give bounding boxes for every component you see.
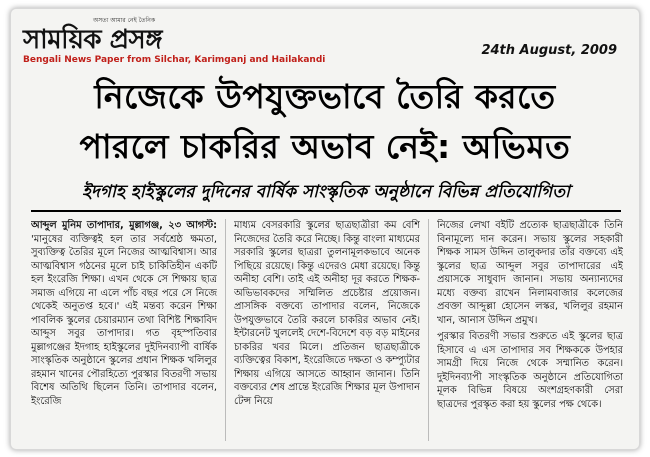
- headline-line-1: নিজেকে উপযুক্তভাবে তৈরি করতে: [94, 77, 556, 116]
- masthead: [23, 15, 326, 69]
- column-divider: [428, 219, 429, 441]
- headline-line-2: পারলে চাকরির অভাব নেই: অভিমত: [79, 127, 571, 166]
- article-body: [31, 219, 623, 441]
- article-column-3-paragraph-2: পুরস্কার বিতরণী সভার শুরুতে এই স্কুলের ছাত্র হিসাবে এ এস তাপাদার সব শিক্ষককে উপহার সামগ্রী দিয়ে নিজে থেকে সম্মানিত করেন। দুইদিনব্যাপী সাংস্কৃতিক অনুষ্ঠানে প্রতিযোগিতা মূলক বিভিন্ন বিষয়ে অংশগ্রহণকারী সেরা ছাত্রদের পুরস্কৃত করা হয় স্কুলের পক্ষ থেকে।: [437, 331, 623, 410]
- newspaper-subtitle: Bengali News Paper from Silchar, Karimganj and Hailakandi: [23, 55, 326, 65]
- publication-date: 24th August, 2009: [481, 43, 617, 58]
- article-column-3: [437, 219, 623, 441]
- article-column-2-text: মাধ্যম বেসরকারি স্কুলের ছাত্রছাত্রীরা কম বেশি নিজেদের তৈরি করে নিচ্ছে। কিন্তু বাংলা মাধ্যমের সরকারি স্কুলের ছাত্ররা তুলনামূলকভাবে অনেক পিছিয়ে রয়েছে। কিন্তু এদেরও মেধা রয়েছে। কিন্তু অনীহা বেশি। তাই এই অনীহা দূর করতে শিক্ষক-অভিভাবকদের সম্মিলিত প্রচেষ্টার প্রয়োজন। প্রাসঙ্গিক বক্তব্যে তাপাদার বলেন, নিজেকে উপযুক্তভাবে তৈরি করলে চাকরির অভাব নেই। ইন্টারনেট খুললেই দেশে-বিদেশে বড় বড় মাইনের চাকরির খবর মিলে। প্রতিজন ছাত্রছাত্রীকে ব্যক্তিত্বের বিকাশ, ইংরেজিতে দক্ষতা ও কম্প্যুটার শিক্ষায় এগিয়ে আসতে আহ্বান জানান। তিনি বক্তব্যের শেষ প্রান্তে ইংরেজি শিক্ষার মূল উপাদান টেন্স নিয়ে: [234, 220, 420, 407]
- article-column-2: [234, 219, 420, 441]
- masthead-tagline: অসত্য আমার নেই তৈনিক: [93, 17, 156, 24]
- article-column-3-text: নিজের লেখা বইটি প্রত্যেক ছাত্রছাত্রীকে তিনি বিনামূল্যে দান করেন। সভায় স্কুলের সহকারী শিক্ষক সামস উদ্দিন তালুকদার তাঁর বক্তব্যে এই স্কুলের ছাত্র আব্দুল সবুর তাপাদারের এই প্রয়াসকে সাধুবাদ জানান। সভায় অন্যান্যদের মধ্যে বক্তব্য রাখেন নিলামবাজার কলেজের প্রবক্তা আব্দুল্লা হোসেন লস্কর, খলিলুর রহমান খান, আনাস উদ্দিন প্রমুখ।: [437, 220, 623, 326]
- article-column-1-text: 'মানুষের ব্যক্তিত্বই হল তার সর্বশ্রেষ্ঠ ক্ষমতা, সুব্যক্তিত্ব তৈরির মূলে নিজের আত্মবিশ্বাস। আর আত্মবিশ্বাস গঠনের মূলে চাই চাকিতিহীন একটি হল ইংরেজি শিক্ষা। এখন থেকে সে শিক্ষায় ছাত্র সমাজ এগিয়ে না এলে পাঁচ বছর পরে সে নিজে থেকেই অনুতপ্ত হবে।' এই মন্তব্য করেন শিক্ষা পাবলিক স্কুলের চেয়ারম্যান তথা বিশিষ্ট শিক্ষাবিদ আব্দুস সবুর তাপাদার। গত বৃহস্পতিবার মুল্লাগঞ্জের ইদগাহ হাইস্কুলের দুইদিনব্যাপী বার্ষিক সাংস্কৃতিক অনুষ্ঠানে স্কুলের প্রধান শিক্ষক খলিলুর রহমান খানের পৌরহিত্যে পুরস্কার বিতরণী সভায় বিশেষ অতিথি ছিলেন তিনি। তাপাদার বলেন, ইংরেজি: [31, 233, 217, 407]
- subheadline: ইদগাহ হাইস্কুলের দুদিনের বার্ষিক সাংস্কৃতিক অনুষ্ঠানে বিভিন্ন প্রতিযোগিতা: [31, 179, 621, 212]
- newspaper-name: সাময়িক প্রসঙ্গ: [23, 25, 162, 55]
- newspaper-clipping: [10, 8, 640, 450]
- article-byline: আব্দুল মুনিম তাপাদার, মুল্লাগঞ্জ, ২৩ আগস্ট:: [31, 220, 217, 231]
- article-column-1: [31, 219, 217, 441]
- column-divider: [225, 219, 226, 441]
